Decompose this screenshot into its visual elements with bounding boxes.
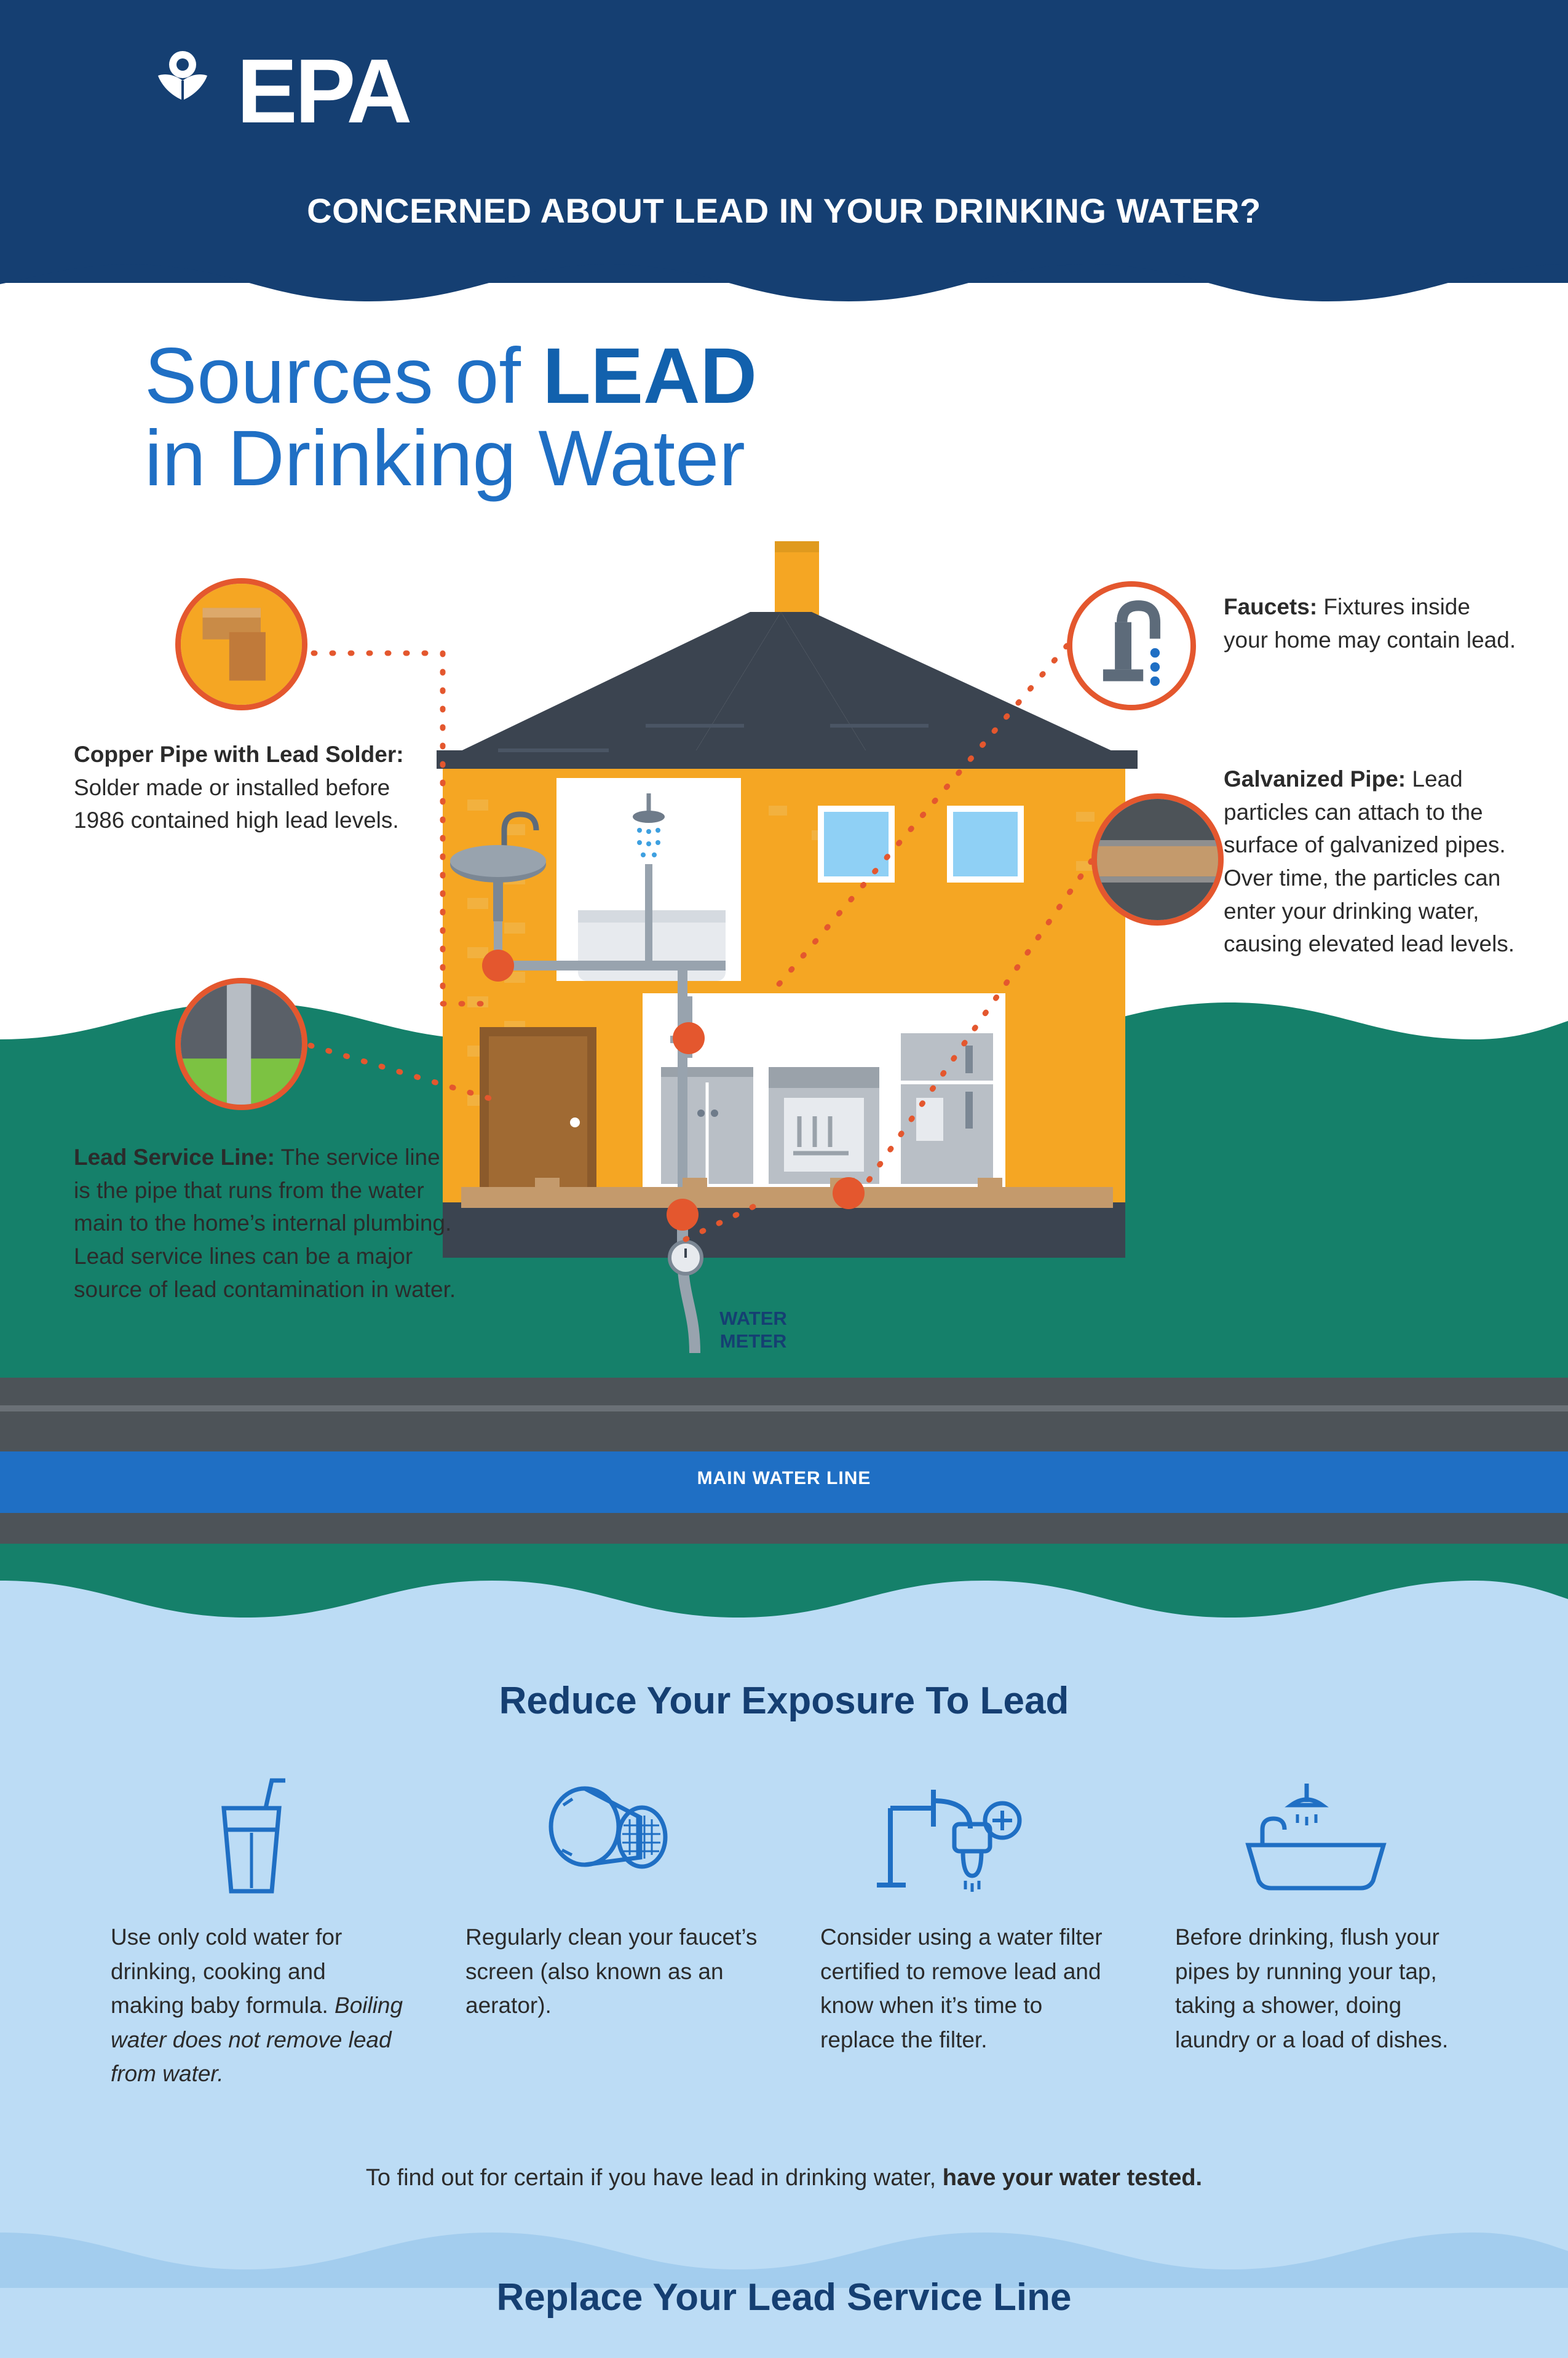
- tips-list: [74, 1759, 1494, 2091]
- epa-seal-icon: [157, 49, 231, 135]
- main-water-line-label: MAIN WATER LINE: [697, 1468, 871, 1488]
- callout-service-text: The service line is the pipe that runs from the water main to the home’s internal plumbing. Lead service lines can be a major source of lead contamination in water.: [74, 1145, 456, 1302]
- callout-galvanized-pipe: [1224, 763, 1531, 961]
- water-meter-label-line1: WATER: [719, 1308, 787, 1329]
- callout-galvanized-text: Lead particles can attach to the surface of galvanized pipes. Over time, the particles can enter your drinking water, causing elevated lead levels.: [1224, 766, 1515, 957]
- tip-text: [98, 1920, 404, 2091]
- water-meter-label: [673, 1307, 833, 1352]
- page-title: [145, 332, 757, 503]
- faucet-badge: [1067, 581, 1196, 710]
- tip-item: [74, 1759, 429, 2091]
- callout-faucets-label: Faucets:: [1224, 594, 1318, 619]
- header-banner: [0, 0, 1568, 283]
- tip-text-main: Use only cold water for drinking, cooking and making baby formula.: [111, 1924, 343, 2018]
- tip-text: [1163, 1920, 1468, 2057]
- tip-item: [783, 1759, 1138, 2091]
- galvanized-pipe-badge: [1091, 793, 1224, 926]
- callout-copper-text: Solder made or installed before 1986 contained high lead levels.: [74, 774, 399, 833]
- faucet-icon: [1072, 587, 1190, 705]
- tip-item: [429, 1759, 783, 2091]
- copper-pipe-solder-icon: [181, 584, 302, 705]
- lead-service-line-icon: [181, 983, 302, 1105]
- galvanized-pipe-icon: [1097, 799, 1218, 920]
- cold-water-glass-icon: [98, 1759, 404, 1900]
- callout-copper-pipe: [74, 738, 418, 837]
- replace-service-line-title: Replace Your Lead Service Line: [496, 2276, 1072, 2319]
- tip-text: [453, 1920, 759, 2023]
- callout-lead-service-line: [74, 1141, 458, 1306]
- callout-galvanized-label: Galvanized Pipe:: [1224, 766, 1406, 792]
- callout-faucets-text: Fixtures inside your home may contain lead.: [1224, 594, 1516, 653]
- footnote-bold: have your water tested.: [942, 2165, 1203, 2191]
- faucet-aerator-screen-icon: [453, 1759, 759, 1900]
- header-wave-divider: [0, 246, 1568, 314]
- title-lead-word: LEAD: [542, 332, 757, 420]
- tip-text-main: Consider using a water filter certified to remove lead and know when it’s time to replace the filter.: [820, 1924, 1103, 2052]
- tip-text-italic: Boiling water does not remove lead from water.: [111, 1993, 403, 2086]
- tip-text-main: Regularly clean your faucet’s screen (also known as an aerator).: [465, 1924, 758, 2018]
- callout-service-label: Lead Service Line:: [74, 1145, 275, 1170]
- tip-text-main: Before drinking, flush your pipes by running your tap, taking a shower, doing laundry or a load of dishes.: [1175, 1924, 1449, 2052]
- water-meter-label-line2: METER: [719, 1330, 787, 1352]
- road-band-lower: [0, 1513, 1568, 1544]
- title-line-2: in Drinking Water: [145, 415, 745, 503]
- house-diagram: [424, 541, 1150, 1390]
- water-filter-faucet-icon: [808, 1759, 1114, 1900]
- title-prefix: Sources of: [145, 332, 543, 420]
- lead-service-line-badge: [175, 978, 307, 1110]
- bathtub-shower-icon: [1163, 1759, 1468, 1900]
- reduce-exposure-title: Reduce Your Exposure To Lead: [499, 1680, 1069, 1722]
- tip-text: [808, 1920, 1114, 2057]
- callout-copper-label: Copper Pipe with Lead Solder:: [74, 742, 404, 767]
- epa-logo: [157, 41, 410, 142]
- copper-pipe-badge: [175, 578, 307, 710]
- tip-item: [1138, 1759, 1493, 2091]
- road-center-line: [0, 1405, 1568, 1411]
- footnote-text: To find out for certain if you have lead in drinking water,: [365, 2165, 943, 2191]
- title-line-1: [145, 332, 757, 420]
- water-tested-footnote: [0, 2165, 1568, 2191]
- epa-wordmark: EPA: [237, 41, 410, 142]
- header-tagline: CONCERNED ABOUT LEAD IN YOUR DRINKING WATER?: [307, 191, 1261, 230]
- callout-faucets: [1224, 590, 1519, 656]
